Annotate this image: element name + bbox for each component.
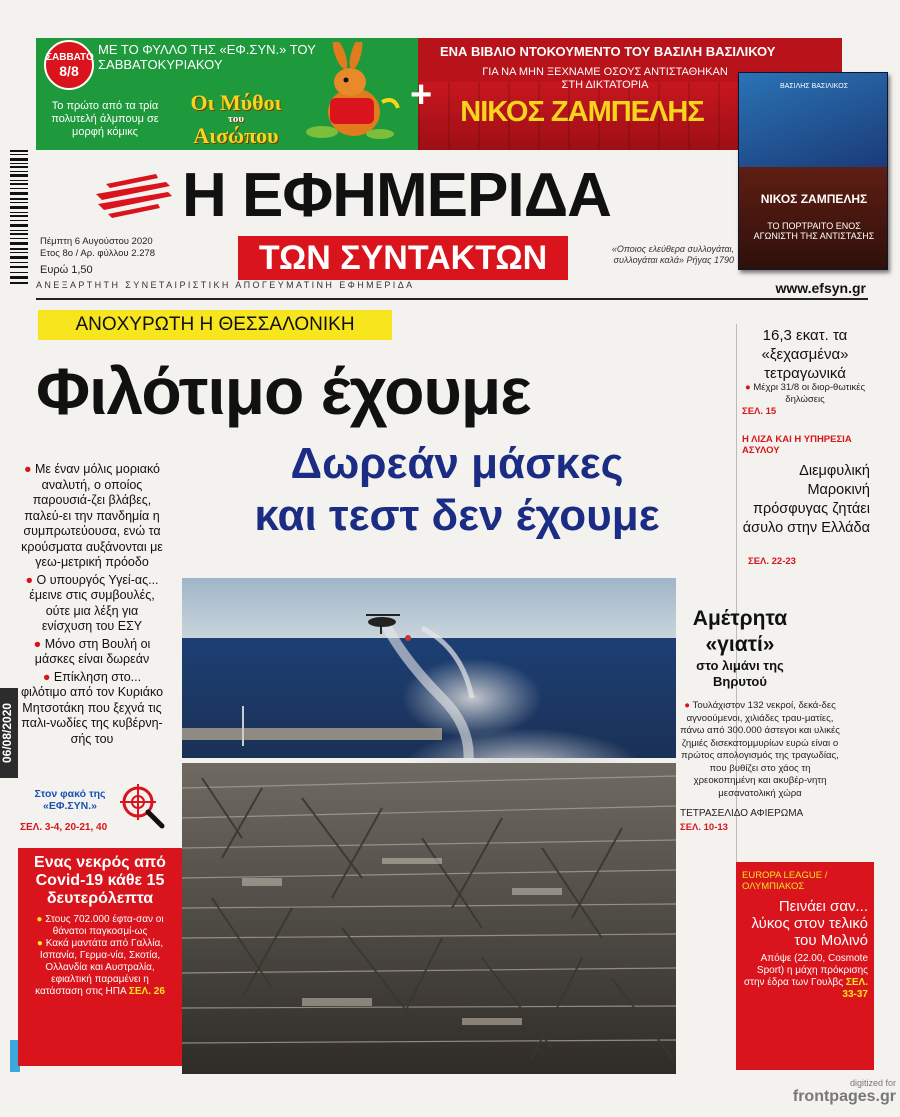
lens-kicker: Στον φακό της «ΕΦ.ΣΥΝ.»: [34, 788, 106, 812]
sub-headline-line2: και τεστ δεν έχουμε: [254, 491, 660, 540]
edition-date: Πέμπτη 6 Αυγούστου 2020: [40, 236, 153, 247]
edition-price: Ευρώ 1,50: [40, 264, 93, 276]
beirut-extra: ΤΕΤΡΑΣΕΛΙΔΟ ΑΦΙΕΡΩΜΑ: [680, 808, 804, 819]
masthead-title: Η ΕΦΗΜΕΡΙΔΑ: [182, 161, 611, 230]
beirut-port-photo: [182, 578, 676, 1074]
left-column-bullets: [20, 462, 164, 749]
sub-headline-line1: Δωρεάν μάσκες: [290, 439, 624, 488]
covid-bullet: Κακά μαντάτα από Γαλλία, Ισπανία, Γερμα-νία, Σκοτία, Ολλανδία και Αυστραλία, εφιαλτική παραμένει η κατάσταση στις ΗΠΑ: [35, 938, 164, 997]
website-link[interactable]: www.efsyn.gr: [775, 280, 866, 296]
credit-line1: digitized for: [849, 1078, 896, 1088]
edition-info: [40, 236, 230, 260]
quill-logo-icon: [96, 172, 176, 220]
promo-remember: ΓΙΑ ΝΑ ΜΗΝ ΞΕΧΝΑΜΕ ΟΣΟΥΣ ΑΝΤΙΣΤΑΘΗΚΑΝ ΣΤΗ ΔΙΚΤΑΤΟΡΙΑ: [482, 66, 728, 91]
aesop-line1: Οι Μύθοι: [190, 90, 282, 115]
promo-date-num: 8/8: [59, 63, 79, 79]
covid-bullet: Στους 702.000 έφτα-σαν οι θάνατοι παγκοσμί-ως: [45, 914, 164, 937]
masthead-rule: [36, 298, 868, 300]
beirut-text: ● Τουλάχιστον 132 νεκροί, δεκά-δες αγνοούμενοι, χιλιάδες τραυ-ματίες, πάνω από 300.000 άστεγοι και υλικές ζημιές δισεκατομμυρίων ευρώ είναι ο πρώτος απολογισμός της τραγωδίας, που βυθίζει στο χάος τη χρεοκοπημένη και ακυβέρ-νητη μεσανατολική χώρα: [680, 700, 840, 799]
story-pages: ΣΕΛ. 15: [742, 406, 777, 417]
credit-line2: frontpages.gr: [792, 1088, 896, 1105]
story-kicker: Η ΛΙΖΑ ΚΑΙ Η ΥΠΗΡΕΣΙΑ ΑΣΥΛΟΥ: [742, 434, 852, 456]
story-title: Διεμφυλική Μαροκινή πρόσφυγας ζητάει άσυλο στην Ελλάδα: [742, 463, 870, 536]
book-cover: [738, 72, 888, 270]
edition-issue: Ετος 8ο / Αρ. φύλλου 2.278: [40, 248, 156, 259]
aesop-line3: Αισώπου: [193, 123, 279, 148]
beirut-subtitle: στο λιμάνι της Βηρυτού: [696, 658, 784, 689]
book-cover-title: ΝΙΚΟΣ ΖΑΜΠΕΛΗΣ: [760, 192, 868, 206]
main-headline: Φιλότιμο έχουμε: [36, 354, 531, 428]
beirut-pages: ΣΕΛ. 10-13: [680, 822, 728, 833]
masthead-tagline: ΑΝΕΞΑΡΤΗΤΗ ΣΥΝΕΤΑΙΡΙΣΤΙΚΗ ΑΠΟΓΕΥΜΑΤΙΝΗ ΕΦΗΜΕΡΙΔΑ: [36, 280, 415, 290]
promo-plus: +: [410, 74, 433, 116]
story-text: ● Μέχρι 31/8 οι διορ-θωτικές δηλώσεις: [744, 382, 866, 405]
story-title: 16,3 εκατ. τα «ξεχασμένα» τετραγωνικά: [761, 327, 849, 382]
promo-book-doc: ΕΝΑ ΒΙΒΛΙΟ ΝΤΟΚΟΥΜΕΝΤΟ ΤΟΥ ΒΑΣΙΛΗ ΒΑΣΙΛΙΚΟΥ: [440, 44, 776, 59]
promo-comics-note: Το πρώτο από τα τρία πολυτελή άλμπουμ σε μορφή κόμικς: [51, 100, 159, 138]
europa-pages: ΣΕΛ. 33-37: [842, 977, 868, 1000]
covid-text: ● Στους 702.000 έφτα-σαν οι θάνατοι παγκοσμί-ως ● Κακά μαντάτα από Γαλλία, Ισπανία, Γερμα-νία, Σκοτία, Ολλανδία και Αυστραλία, εφιαλτική παραμένει η κατάσταση στις ΗΠΑ ΣΕΛ. 26: [35, 914, 165, 997]
aesop-logo: [176, 92, 296, 147]
bullet-item: ● Με έναν μόλις μοριακό αναλυτή, ο οποίος παρουσιά-ζει βλάβες, παλεύ-ει την πανδημία η συμπρωτεύουσα, ενώ τα κρούσματα αυξάνονται με γεω-μετρική πρόοδο: [21, 462, 163, 569]
promo-date-day: ΣΑΒΒΑΤΟ: [46, 52, 94, 63]
europa-box: [736, 862, 874, 1070]
europa-headline: Πεινάει σαν... λύκος στον τελικό του Μολινό: [751, 898, 868, 949]
hare-illustration: [292, 42, 402, 146]
promo-date-badge: [44, 40, 94, 90]
bullet-item: ● Μόνο στη Βουλή οι μάσκες είναι δωρεάν: [33, 636, 151, 666]
bullet-item: ● Επίκληση στο... φιλότιμο από τον Κυριάκο Μητσοτάκη που ξεχνά τις παλι-νωδίες της κυβέρνη-σής του: [20, 669, 164, 746]
europa-text: Απόψε (22.00, Cosmote Sport) η μάχη πρόκρισης στην έδρα των Γουλβς ΣΕΛ. 33-37: [743, 953, 868, 1000]
book-cover-author: ΒΑΣΙΛΗΣ ΒΑΣΙΛΙΚΟΣ: [779, 83, 849, 90]
covid-headline: Ενας νεκρός από Covid-19 κάθε 15 δευτερόλεπτα: [34, 854, 166, 907]
masthead-quote: «Οποιος ελεύθερα συλλογάται, συλλογάται καλά» Ρήγας 1790: [611, 244, 734, 265]
aesop-line2: του: [227, 113, 245, 125]
covid-pages: ΣΕΛ. 26: [128, 986, 165, 997]
sub-headline: [172, 438, 742, 542]
headline-kicker: ΑΝΟΧΥΡΩΤΗ Η ΘΕΣΣΑΛΟΝΙΚΗ: [38, 310, 392, 340]
promo-with-paper: ΜΕ ΤΟ ΦΥΛΛΟ ΤΗΣ «ΕΦ.ΣΥΝ.» ΤΟΥ ΣΑΒΒΑΤΟΚΥΡΙΑΚΟΥ: [98, 42, 316, 72]
masthead-subtitle-box: ΤΩΝ ΣΥΝΤΑΚΤΩΝ: [238, 236, 568, 280]
book-cover-subtitle: ΤΟ ΠΟΡΤΡΑΙΤΟ ΕΝΟΣ ΑΓΩΝΙΣΤΗ ΤΗΣ ΑΝΤΙΣΤΑΣΗΣ: [753, 221, 875, 241]
digitized-credit: [772, 1078, 896, 1106]
promo-nikos: ΝΙΚΟΣ ΖΑΜΠΕΛΗΣ: [460, 96, 704, 128]
beirut-title: Αμέτρητα «γιατί»: [692, 607, 788, 656]
bullet-item: ● Ο υπουργός Υγεί-ας... έμεινε στις συμβουλές, ούτε μια λέξη για ενίσχυση του ΕΣΥ: [25, 572, 159, 633]
date-stamp: 06/08/2020: [0, 688, 18, 778]
covid-box: [18, 848, 182, 1066]
barcode: [6, 148, 32, 298]
europa-kicker: EUROPA LEAGUE / ΟΛΥΜΠΙΑΚΟΣ: [742, 870, 828, 892]
story-pages: ΣΕΛ. 22-23: [748, 556, 796, 567]
left-pages: ΣΕΛ. 3-4, 20-21, 40: [20, 822, 108, 833]
